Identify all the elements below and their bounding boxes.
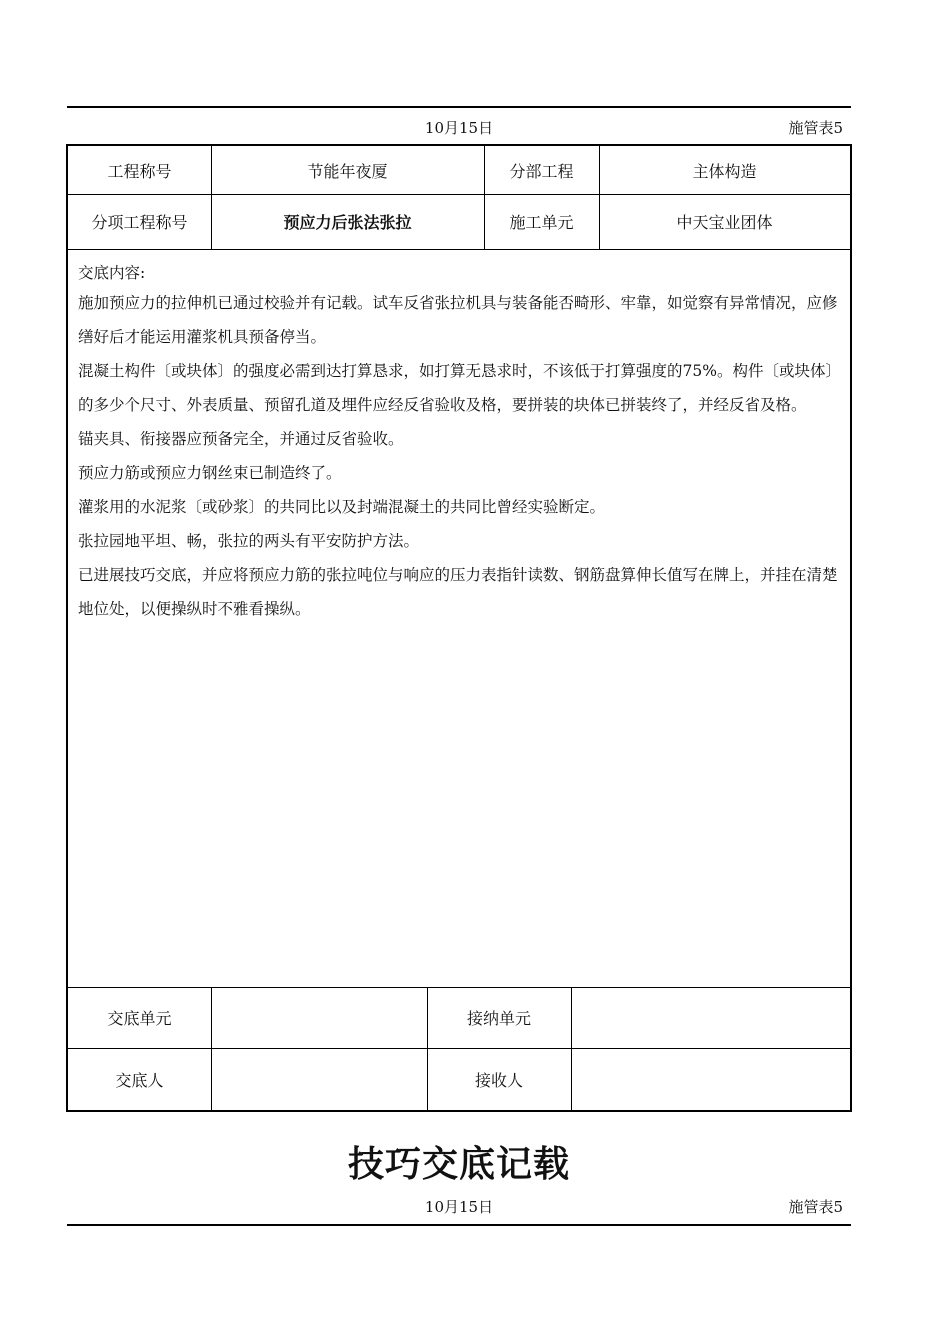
next-page-form-number: 施管表5 — [788, 1198, 843, 1216]
page-header — [67, 117, 851, 139]
disclosing-unit-value[interactable] — [211, 987, 427, 1048]
next-page-date: 10月15日 — [424, 1198, 494, 1216]
disclosure-content — [78, 260, 844, 626]
receiving-unit-label: 接纳单元 — [466, 1009, 531, 1028]
construction-unit-value: 中天宝业团体 — [676, 213, 773, 232]
row-divider — [68, 249, 850, 250]
content-paragraph: 已进展技巧交底，并应将预应力筋的张拉吨位与响应的压力表指针读数、钢筋盘算伸长值写在牌上，并挂在清楚地位处，以便操纵时不雅看操纵。 — [78, 566, 838, 618]
content-label: 交底内容: — [78, 264, 146, 282]
discloser-value[interactable] — [211, 1048, 427, 1110]
bottom-rule — [67, 1224, 851, 1226]
division-label: 分部工程 — [509, 161, 574, 181]
content-paragraph: 张拉园地平坦、畅，张拉的两头有平安防护方法。 — [78, 532, 420, 550]
content-paragraph: 施加预应力的拉伸机已通过校验并有记载。试车反省张拉机具与装备能否畸形、牢靠，如觉察有异常情况，应修缮好后才能运用灌浆机具预备停当。 — [78, 294, 838, 346]
content-paragraph: 灌浆用的水泥浆〔或砂浆〕的共同比以及封端混凝土的共同比曾经实验断定。 — [78, 498, 606, 516]
content-paragraph: 锚夹具、衔接器应预备完全，并通过反省验收。 — [78, 430, 404, 448]
header-date: 10月15日 — [424, 119, 494, 137]
project-name-value: 节能年夜厦 — [307, 161, 388, 181]
header-form-number: 施管表5 — [788, 119, 843, 137]
content-paragraph: 预应力筋或预应力钢丝束已制造终了。 — [78, 464, 342, 482]
disclosure-table — [66, 144, 852, 1112]
project-name-label: 工程称号 — [107, 161, 172, 181]
next-page-title: 技巧交底记载 — [347, 1144, 570, 1185]
division-value: 主体构造 — [692, 161, 757, 181]
receiver-value[interactable] — [571, 1048, 850, 1110]
subitem-name-label: 分项工程称号 — [91, 213, 188, 232]
receiving-unit-value[interactable] — [571, 987, 850, 1048]
content-paragraph: 混凝土构件〔或块体〕的强度必需到达打算恳求，如打算无恳求时，不该低于打算强度的75%。构件〔或块体〕的多少个尺寸、外表质量、预留孔道及埋件应经反省验收及格，要拼装的块体已拼装终了，并经反省及格。 — [78, 362, 841, 414]
top-rule — [67, 106, 851, 108]
disclosing-unit-label: 交底单元 — [107, 1009, 172, 1028]
next-page-header — [67, 1196, 851, 1218]
receiver-label: 接收人 — [474, 1070, 523, 1090]
discloser-label: 交底人 — [115, 1070, 164, 1090]
construction-unit-label: 施工单元 — [509, 213, 574, 232]
subitem-name-value: 预应力后张法张拉 — [283, 213, 412, 232]
